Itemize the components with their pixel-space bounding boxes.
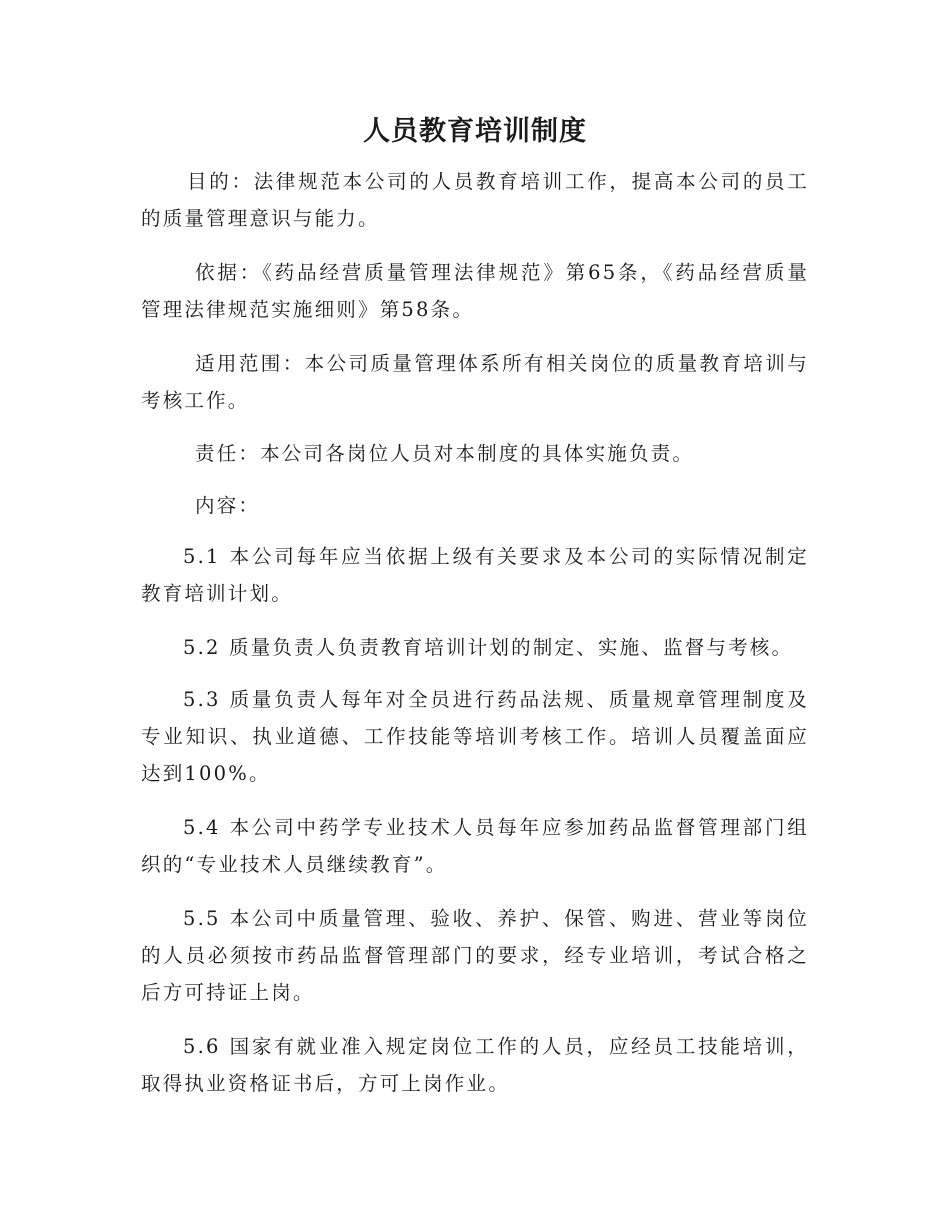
purpose-paragraph: 目的：法律规范本公司的人员教育培训工作，提高本公司的员工的质量管理意识与能力。 (141, 170, 809, 230)
item-5-4: 5.4 本公司中药学专业技术人员每年应参加药品监督管理部门组织的“专业技术人员继续教育”。 (141, 816, 809, 876)
item-5-3: 5.3 质量负责人每年对全员进行药品法规、质量规章管理制度及专业知识、执业道德、工作技能等培训考核工作。培训人员覆盖面应达到100%。 (141, 688, 809, 785)
item-5-1: 5.1 本公司每年应当依据上级有关要求及本公司的实际情况制定教育培训计划。 (141, 545, 809, 605)
item-5-6: 5.6 国家有就业准入规定岗位工作的人员，应经员工技能培训，取得执业资格证书后，方可上岗作业。 (141, 1035, 809, 1095)
scope-paragraph: 适用范围：本公司质量管理体系所有相关岗位的质量教育培训与考核工作。 (141, 352, 809, 412)
item-5-5: 5.5 本公司中质量管理、验收、养护、保管、购进、营业等岗位的人员必须按市药品监督管理部门的要求，经专业培训，考试合格之后方可持证上岗。 (141, 907, 809, 1004)
item-5-2: 5.2 质量负责人负责教育培训计划的制定、实施、监督与考核。 (183, 636, 794, 659)
responsibility-paragraph: 责任：本公司各岗位人员对本制度的具体实施负责。 (195, 442, 695, 465)
basis-paragraph: 依据：《药品经营质量管理法律规范》第65条，《药品经营质量管理法律规范实施细则》第58条。 (141, 261, 809, 321)
document-title: 人员教育培训制度 (363, 116, 587, 147)
content-label: 内容： (195, 494, 261, 517)
